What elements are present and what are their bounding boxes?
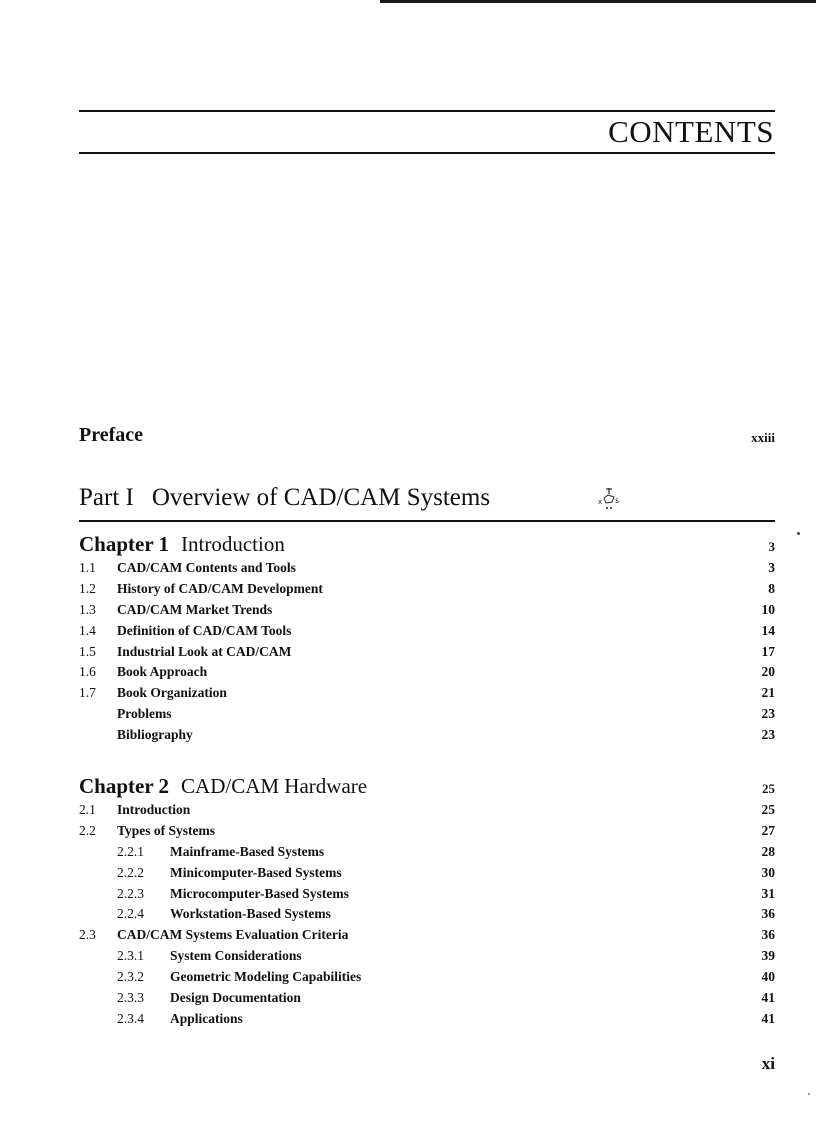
page-title: CONTENTS	[608, 114, 774, 149]
section-title: Book Organization	[117, 685, 227, 701]
toc-entry	[79, 644, 775, 665]
header-rule-top	[79, 110, 775, 112]
stamp-mark-icon	[596, 486, 622, 512]
section-page: 20	[761, 664, 775, 680]
preface-page: xxiii	[751, 430, 775, 445]
part-heading	[79, 484, 775, 522]
subsection-number: 2.3.1	[117, 948, 144, 964]
toc-entry	[79, 685, 775, 706]
toc-entry	[79, 560, 775, 581]
section-title: Definition of CAD/CAM Tools	[117, 622, 292, 638]
subsection-page: 39	[761, 948, 775, 964]
subsection-number: 2.2.3	[117, 885, 144, 901]
top-edge-bar	[380, 0, 816, 3]
subsection-page: 31	[761, 885, 775, 901]
toc-preface-entry	[79, 424, 775, 448]
section-title: Types of Systems	[117, 822, 216, 838]
chapter-page: 25	[762, 781, 775, 796]
section-page: 3	[768, 560, 775, 575]
section-number: 1.7	[79, 685, 96, 701]
toc-entry	[79, 802, 775, 823]
subsection-page: 30	[761, 864, 775, 880]
subsection-page: 40	[761, 969, 775, 985]
section-page: 36	[761, 927, 775, 943]
section-number: 1.5	[79, 643, 96, 659]
toc-entry	[79, 664, 775, 685]
subsection-page: 36	[761, 906, 775, 922]
section-title: Book Approach	[117, 664, 208, 680]
chapter-title-line	[79, 532, 285, 557]
section-page: 27	[761, 822, 775, 838]
subsection-page: 41	[761, 1010, 775, 1026]
chapter-number: Chapter 1	[79, 532, 170, 556]
section-page: 21	[761, 685, 775, 701]
toc-entry	[79, 927, 775, 948]
section-page: 23	[761, 706, 775, 722]
section-title: Industrial Look at CAD/CAM	[117, 643, 292, 659]
toc-entry	[79, 623, 775, 644]
subsection-number: 2.2.1	[117, 843, 144, 859]
subsection-title: Design Documentation	[170, 990, 301, 1006]
svg-text:s: s	[615, 496, 620, 505]
section-number: 2.2	[79, 822, 96, 838]
chapter-page: 3	[768, 539, 775, 554]
section-page: 17	[761, 643, 775, 659]
subsection-page: 28	[761, 843, 775, 859]
subsection-title: Minicomputer-Based Systems	[170, 864, 342, 880]
section-title: Bibliography	[117, 727, 193, 743]
scan-speck	[808, 1093, 810, 1095]
toc-subentry	[79, 865, 775, 886]
section-number: 2.1	[79, 802, 96, 817]
section-number: 1.6	[79, 664, 96, 680]
toc-entry	[79, 706, 775, 727]
subsection-number: 2.3.2	[117, 969, 144, 985]
chapter-title: Introduction	[181, 532, 285, 556]
section-title: Problems	[117, 706, 172, 722]
header-rule-bottom	[79, 152, 775, 154]
chapter-heading	[79, 532, 775, 560]
section-title: History of CAD/CAM Development	[117, 580, 323, 596]
toc-entry	[79, 823, 775, 844]
section-title: CAD/CAM Contents and Tools	[117, 560, 296, 575]
section-page: 14	[761, 622, 775, 638]
section-title: CAD/CAM Market Trends	[117, 601, 273, 617]
chapter-2-block	[79, 774, 775, 1032]
toc-subentry	[79, 990, 775, 1011]
chapter-heading	[79, 774, 775, 802]
preface-label: Preface	[79, 424, 144, 446]
section-page: 25	[761, 802, 775, 817]
toc-subentry	[79, 969, 775, 990]
section-title: Introduction	[117, 802, 191, 817]
section-number: 1.4	[79, 622, 96, 638]
subsection-title: Workstation-Based Systems	[170, 906, 331, 922]
chapter-title: CAD/CAM Hardware	[181, 774, 368, 798]
subsection-number: 2.3.4	[117, 1010, 144, 1026]
section-number: 1.1	[79, 560, 96, 575]
subsection-title: Mainframe-Based Systems	[170, 843, 325, 859]
scan-speck	[797, 532, 800, 535]
section-page: 23	[761, 727, 775, 743]
toc-subentry	[79, 886, 775, 907]
part-title-line	[79, 484, 490, 512]
subsection-title: Applications	[170, 1010, 243, 1026]
subsection-title: System Considerations	[170, 948, 302, 964]
chapter-title-line	[79, 774, 367, 799]
subsection-title: Microcomputer-Based Systems	[170, 885, 349, 901]
page-folio: xi	[761, 1054, 775, 1073]
toc-entry	[79, 727, 775, 748]
svg-text:x: x	[598, 498, 603, 506]
toc-subentry	[79, 948, 775, 969]
section-page: 10	[761, 601, 775, 617]
section-title: CAD/CAM Systems Evaluation Criteria	[117, 927, 349, 943]
subsection-page: 41	[761, 990, 775, 1006]
chapter-1-block	[79, 532, 775, 748]
subsection-title: Geometric Modeling Capabilities	[170, 969, 362, 985]
section-page: 8	[768, 580, 775, 596]
toc-subentry	[79, 906, 775, 927]
part-title: Overview of CAD/CAM Systems	[151, 484, 491, 511]
toc-entry	[79, 581, 775, 602]
section-number: 2.3	[79, 927, 96, 943]
section-number: 1.3	[79, 601, 96, 617]
subsection-number: 2.2.2	[117, 864, 144, 880]
chapter-number: Chapter 2	[79, 774, 170, 798]
toc-subentry	[79, 1011, 775, 1032]
subsection-number: 2.3.3	[117, 990, 144, 1006]
part-number: Part I	[79, 484, 134, 511]
toc-subentry	[79, 844, 775, 865]
subsection-number: 2.2.4	[117, 906, 144, 922]
toc-entry	[79, 602, 775, 623]
section-number: 1.2	[79, 580, 96, 596]
